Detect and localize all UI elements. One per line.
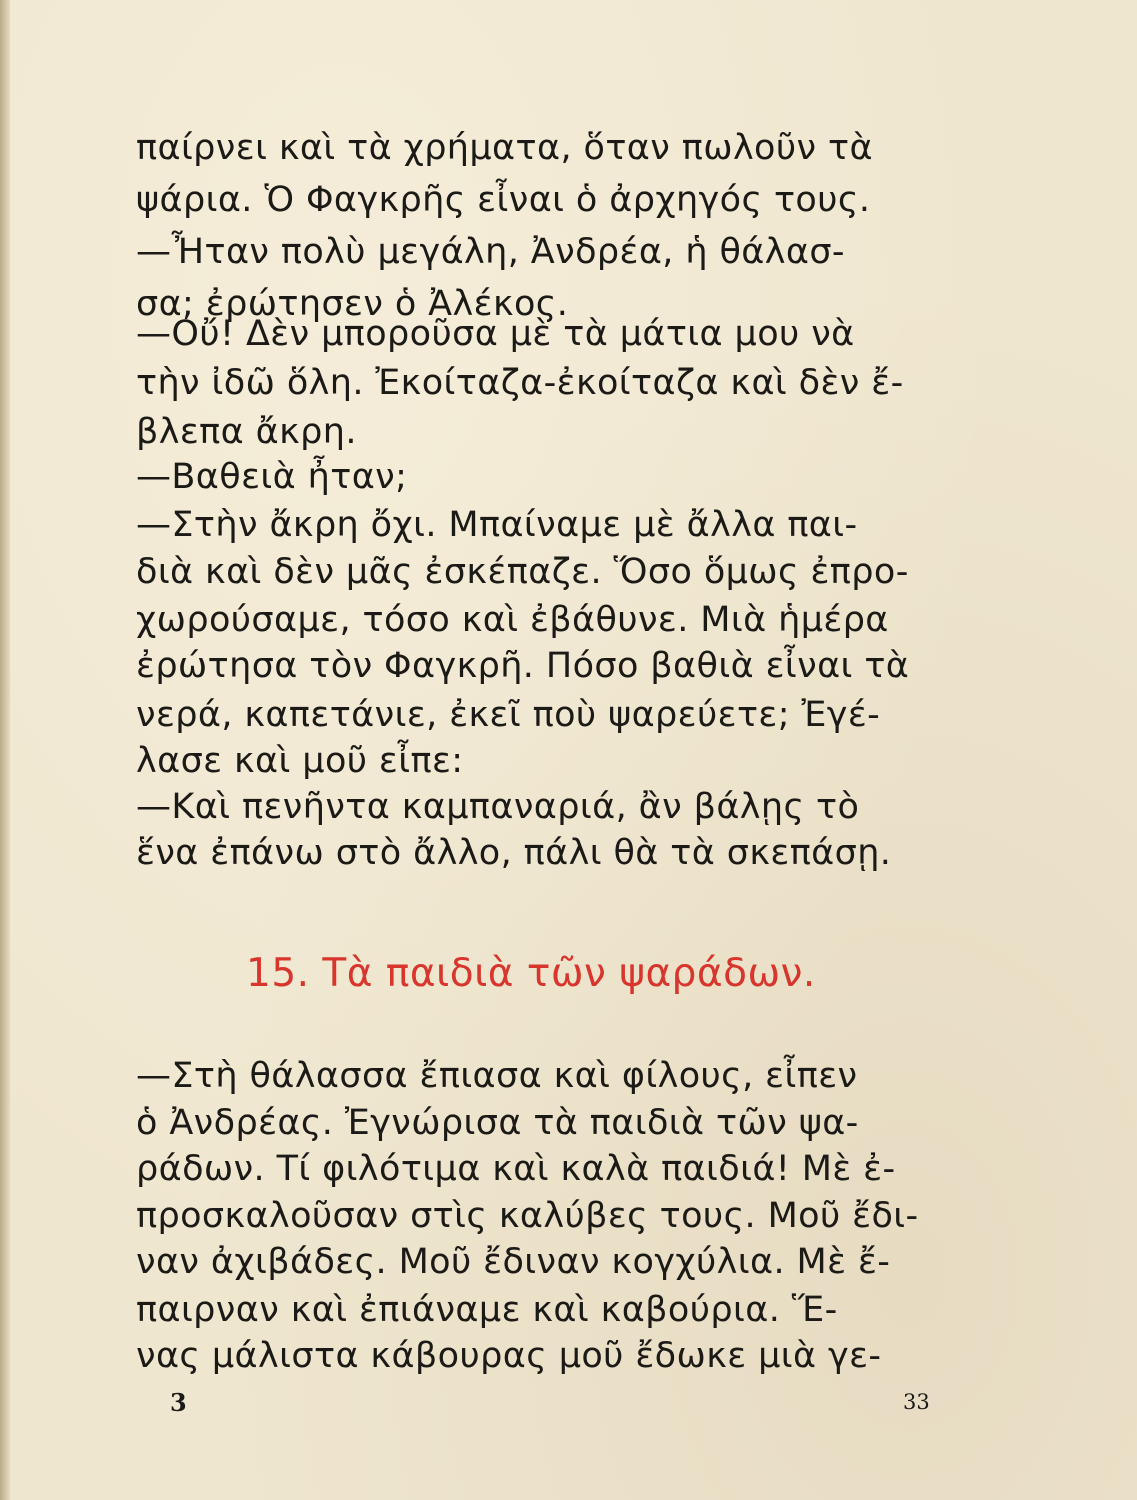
text-line: ναν ἀχιβάδες. Μοῦ ἔδιναν κογχύλια. Μὲ ἔ- xyxy=(136,1242,891,1282)
text-line: ὁ Ἀνδρέας. Ἐγνώρισα τὰ παιδιὰ τῶν ψα- xyxy=(136,1103,859,1143)
text-line: —Ἦταν πολὺ μεγάλη, Ἀνδρέα, ἡ θάλασ- xyxy=(136,232,845,272)
text-line: ράδων. Τί φιλότιμα καὶ καλὰ παιδιά! Μὲ ἐ- xyxy=(136,1149,896,1189)
text-line: λασε καὶ μοῦ εἶπε: xyxy=(136,741,464,781)
text-line: παίρνει καὶ τὰ χρήματα, ὅταν πωλοῦν τὰ xyxy=(136,128,873,168)
text-line: παιρναν καὶ ἐπιάναμε καὶ καβούρια. Ἕ- xyxy=(136,1290,838,1330)
text-line: νερά, καπετάνιε, ἐκεῖ ποὺ ψαρεύετε; Ἐγέ- xyxy=(136,695,881,735)
text-line: προσκαλοῦσαν στὶς καλύβες τους. Μοῦ ἔδι- xyxy=(136,1196,919,1236)
page-number: 33 xyxy=(903,1390,930,1414)
text-line: νας μάλιστα κάβουρας μοῦ ἔδωκε μιὰ γε- xyxy=(136,1336,882,1376)
text-line: —Καὶ πενῆντα καμπαναριά, ἂν βάλῃς τὸ xyxy=(136,787,860,827)
text-line: ἕνα ἐπάνω στὸ ἄλλο, πάλι θὰ τὰ σκεπάσῃ. xyxy=(136,833,892,873)
text-line: —Βαθειὰ ἦταν; xyxy=(136,457,408,497)
text-line: ψάρια. Ὁ Φαγκρῆς εἶναι ὁ ἀρχηγός τους. xyxy=(136,180,871,220)
printer-signature-mark: 3 xyxy=(170,1388,187,1417)
text-line: —Στὴ θάλασσα ἔπιασα καὶ φίλους, εἶπεν xyxy=(136,1056,858,1096)
page-spine-edge xyxy=(0,0,10,1500)
text-line: χωρούσαμε, τόσο καὶ ἐβάθυνε. Μιὰ ἡμέρα xyxy=(136,600,889,640)
text-line: ἐρώτησα τὸν Φαγκρῆ. Πόσο βαθιὰ εἶναι τὰ xyxy=(136,646,910,686)
text-line: τὴν ἰδῶ ὅλη. Ἐκοίταζα-ἐκοίταζα καὶ δὲν ἔ- xyxy=(136,363,904,403)
chapter-heading: 15. Τὰ παιδιὰ τῶν ψαράδων. xyxy=(246,951,816,996)
text-line: —Οὔ! Δὲν μποροῦσα μὲ τὰ μάτια μου νὰ xyxy=(136,314,855,354)
text-line: σα; ἐρώτησεν ὁ Ἀλέκος. xyxy=(136,284,569,324)
text-line: βλεπα ἄκρη. xyxy=(136,412,357,452)
text-line: διὰ καὶ δὲν μᾶς ἐσκέπαζε. Ὅσο ὅμως ἐπρο- xyxy=(136,552,909,592)
text-line: —Στὴν ἄκρη ὄχι. Μπαίναμε μὲ ἄλλα παι- xyxy=(136,505,858,545)
